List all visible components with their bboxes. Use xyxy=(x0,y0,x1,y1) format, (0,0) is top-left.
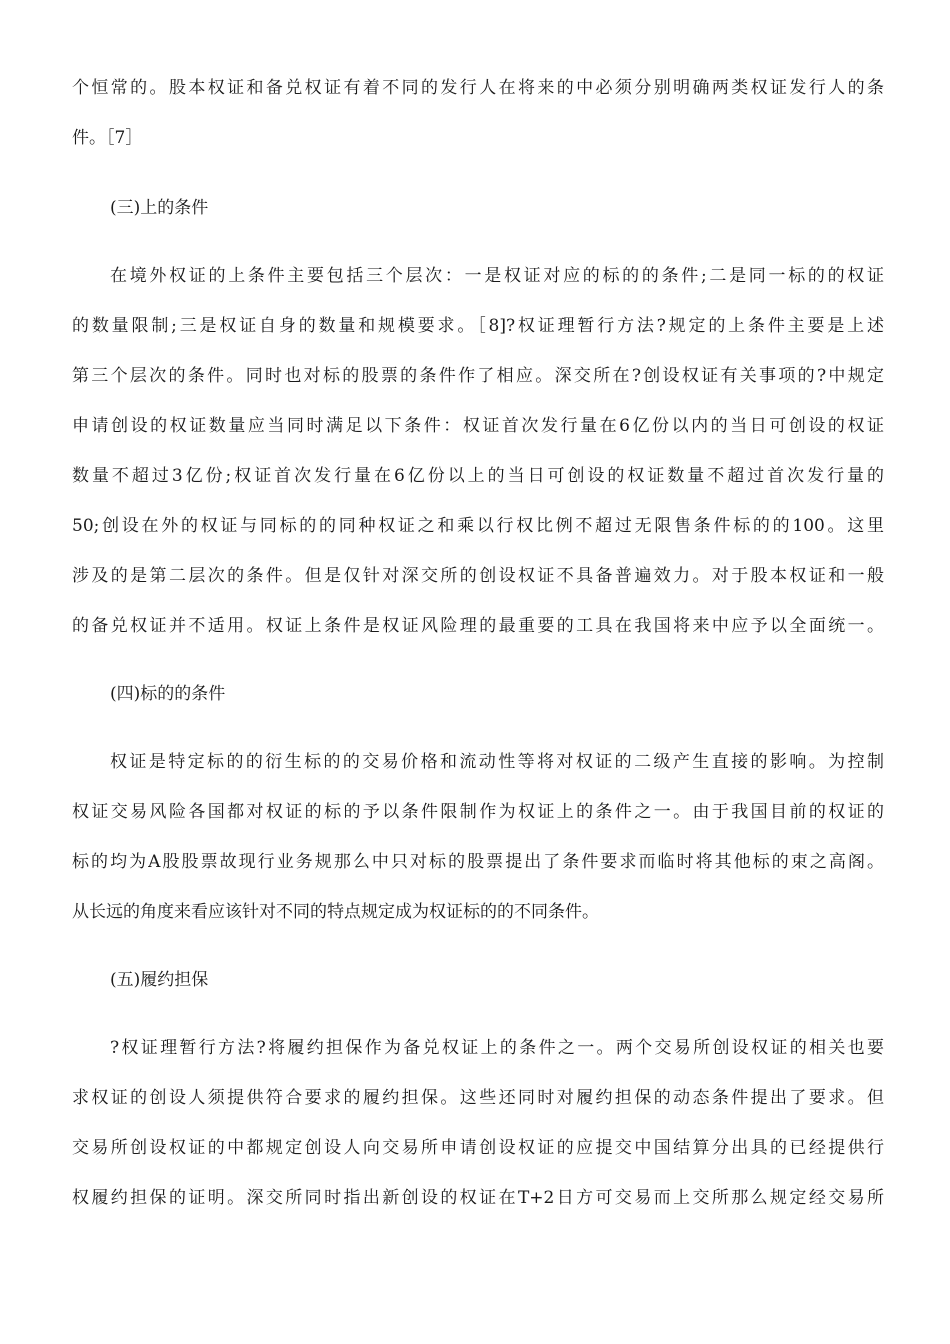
paragraph-line: 50;创设在外的权证与同标的的同种权证之和乘以行权比例不超过无限售条件标的的100。这里 xyxy=(72,516,884,536)
paragraph-line: 在境外权证的上条件主要包括三个层次：一是权证对应的标的的条件;二是同一标的的权证 xyxy=(110,266,884,286)
section-heading: (四)标的的条件 xyxy=(110,684,226,704)
paragraph-line: 第三个层次的条件。同时也对标的股票的条件作了相应。深交所在?创设权证有关事项的?中规定 xyxy=(72,366,884,386)
paragraph-line: 涉及的是第二层次的条件。但是仅针对深交所的创设权证不具备普遍效力。对于股本权证和一般 xyxy=(72,566,884,586)
section-heading: (五)履约担保 xyxy=(110,970,209,990)
paragraph-line: 求权证的创设人须提供符合要求的履约担保。这些还同时对履约担保的动态条件提出了要求。但 xyxy=(72,1088,884,1108)
paragraph-line: 数量不超过3亿份;权证首次发行量在6亿份以上的当日可创设的权证数量不超过首次发行量的 xyxy=(72,466,884,486)
paragraph-line: 个恒常的。股本权证和备兑权证有着不同的发行人在将来的中必须分别明确两类权证发行人的条 xyxy=(72,78,884,98)
paragraph-line: ?权证理暂行方法?将履约担保作为备兑权证上的条件之一。两个交易所创设权证的相关也要 xyxy=(110,1038,884,1058)
paragraph-line: 件。［7］ xyxy=(72,128,143,148)
paragraph-line: 从长远的角度来看应该针对不同的特点规定成为权证标的的不同条件。 xyxy=(72,902,599,922)
paragraph-line: 的备兑权证并不适用。权证上条件是权证风险理的最重要的工具在我国将来中应予以全面统一。 xyxy=(72,616,884,636)
paragraph-line: 交易所创设权证的中都规定创设人向交易所申请创设权证的应提交中国结算分出具的已经提供行 xyxy=(72,1138,884,1158)
section-heading: (三)上的条件 xyxy=(110,198,209,218)
paragraph-line: 申请创设的权证数量应当同时满足以下条件：权证首次发行量在6亿份以内的当日可创设的权证 xyxy=(72,416,884,436)
paragraph-line: 标的均为A股股票故现行业务规那么中只对标的股票提出了条件要求而临时将其他标的束之高阁。 xyxy=(72,852,884,872)
paragraph-line: 的数量限制;三是权证自身的数量和规模要求。［8]?权证理暂行方法?规定的上条件主要是上述 xyxy=(72,316,884,336)
paragraph-line: 权履约担保的证明。深交所同时指出新创设的权证在T+2日方可交易而上交所那么规定经交易所 xyxy=(72,1188,884,1208)
paragraph-line: 权证是特定标的的衍生标的的交易价格和流动性等将对权证的二级产生直接的影响。为控制 xyxy=(110,752,884,772)
paragraph-line: 权证交易风险各国都对权证的标的予以条件限制作为权证上的条件之一。由于我国目前的权证的 xyxy=(72,802,884,822)
